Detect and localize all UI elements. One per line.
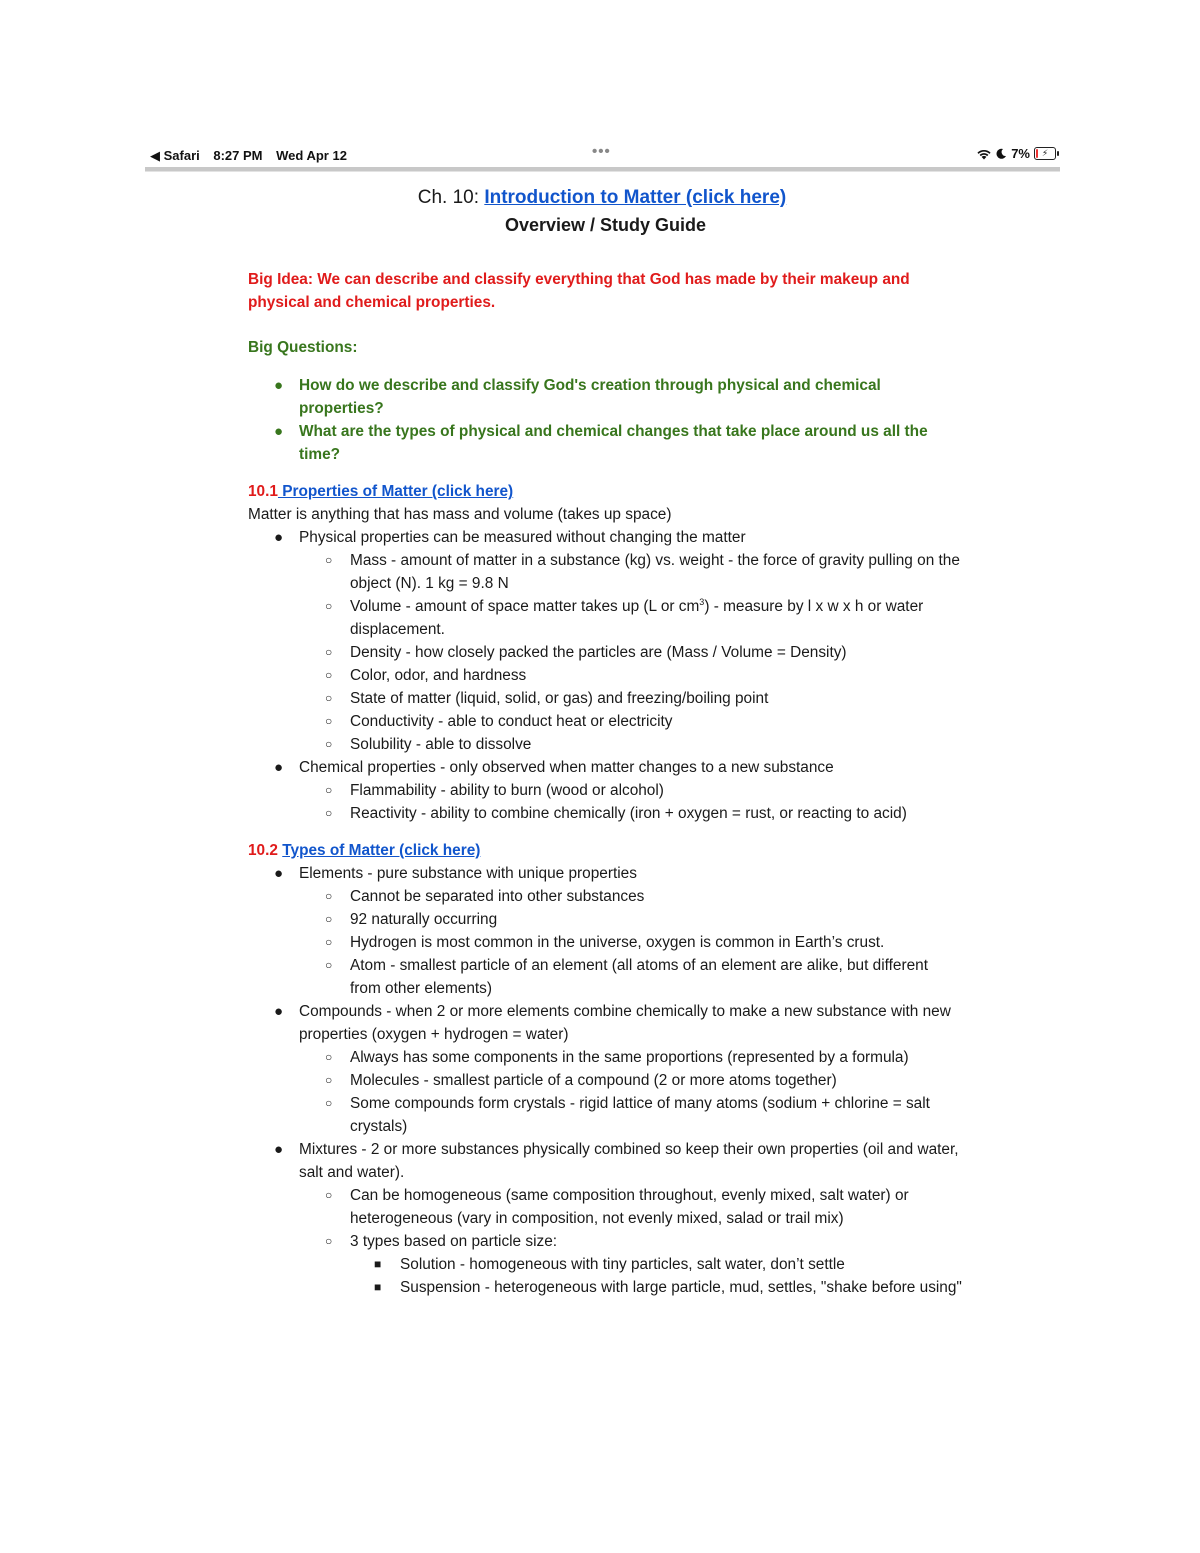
list-item: ○ Density - how closely packed the particles are (Mass / Volume = Density): [248, 641, 963, 664]
list-item: ○ Color, odor, and hardness: [248, 664, 963, 687]
list-item: ■ Suspension - heterogeneous with large particle, mud, settles, "shake before using": [248, 1276, 963, 1299]
circle-bullet-icon: ○: [325, 783, 333, 797]
bullet-icon: ●: [274, 759, 284, 776]
circle-bullet-icon: ○: [325, 1188, 333, 1202]
circle-bullet-icon: ○: [325, 553, 333, 567]
list-item: ○ Atom - smallest particle of an element (all atoms of an element are alike, but different from other elements): [248, 954, 963, 1000]
circle-bullet-icon: ○: [325, 668, 333, 682]
circle-bullet-icon: ○: [325, 714, 333, 728]
multitasking-dots[interactable]: •••: [592, 143, 611, 160]
list-item: ○ 3 types based on particle size:: [248, 1230, 963, 1253]
list-item: ○ Can be homogeneous (same composition throughout, evenly mixed, salt water) or heterogeneous (vary in composition, not evenly mixed, salad or trail mix): [248, 1184, 963, 1230]
circle-bullet-icon: ○: [325, 935, 333, 949]
moon-focus-icon: [996, 148, 1007, 159]
types-of-matter-link[interactable]: Types of Matter (click here): [282, 842, 481, 859]
wifi-icon: [976, 148, 992, 160]
big-questions-heading: Big Questions:: [248, 339, 358, 356]
circle-bullet-icon: ○: [325, 737, 333, 751]
list-item: ○ Conductivity - able to conduct heat or electricity: [248, 710, 963, 733]
square-bullet-icon: ■: [374, 1257, 382, 1271]
circle-bullet-icon: ○: [325, 645, 333, 659]
toolbar-divider: [145, 167, 1060, 172]
status-time: 8:27 PM: [213, 148, 263, 163]
battery-percent: 7%: [1011, 146, 1030, 161]
bullet-icon: ●: [274, 1003, 284, 1020]
list-item: ● Chemical properties - only observed when matter changes to a new substance: [248, 756, 963, 779]
matter-definition: Matter is anything that has mass and volume (takes up space): [248, 506, 672, 523]
bullet-icon: ●: [274, 529, 284, 546]
circle-bullet-icon: ○: [325, 958, 333, 972]
back-to-safari-button[interactable]: ◀ Safari: [150, 148, 200, 163]
list-item: ○ Flammability - ability to burn (wood or alcohol): [248, 779, 963, 802]
list-item: ● Mixtures - 2 or more substances physically combined so keep their own properties (oil and water, salt and water).: [248, 1138, 963, 1184]
bullet-icon: ●: [274, 865, 284, 882]
list-item: ○ Some compounds form crystals - rigid lattice of many atoms (sodium + chlorine = salt crystals): [248, 1092, 963, 1138]
bullet-icon: ●: [274, 1141, 284, 1158]
list-item: ○ Always has some components in the same proportions (represented by a formula): [248, 1046, 963, 1069]
list-item: ○ Cannot be separated into other substances: [248, 885, 963, 908]
section-10-1-heading: [248, 480, 963, 503]
section-10-2-list: [248, 862, 963, 1299]
charging-bolt-icon: ⚡: [1041, 148, 1049, 158]
circle-bullet-icon: ○: [325, 691, 333, 705]
big-questions-list: [248, 374, 963, 466]
list-item: ○ Reactivity - ability to combine chemically (iron + oxygen = rust, or reacting to acid): [248, 802, 963, 825]
list-item: ● Elements - pure substance with unique properties: [248, 862, 963, 885]
list-item: ■ Solution - homogeneous with tiny particles, salt water, don’t settle: [248, 1253, 963, 1276]
list-item: ○ State of matter (liquid, solid, or gas) and freezing/boiling point: [248, 687, 963, 710]
circle-bullet-icon: ○: [325, 1050, 333, 1064]
study-guide-document: [248, 184, 963, 1299]
list-item: ○ Volume - amount of space matter takes up (L or $cm^3$) - measure by l x w x h or water displacement.: [325, 596, 924, 638]
bullet-icon: ●: [274, 377, 284, 394]
list-item: ○ Solubility - able to dissolve: [248, 733, 963, 756]
circle-bullet-icon: ○: [325, 1073, 333, 1087]
section-10-1-list: [248, 526, 963, 825]
page-title: [241, 184, 963, 212]
status-bar: [145, 141, 1060, 169]
section-number: 10.2: [248, 842, 278, 859]
intro-to-matter-link[interactable]: Introduction to Matter (click here): [484, 187, 787, 208]
status-date: Wed Apr 12: [276, 148, 347, 163]
list-item: ○ Mass - amount of matter in a substance (kg) vs. weight - the force of gravity pulling on the object (N). 1 kg = 9.8 N: [248, 549, 963, 595]
list-item: ○ Molecules - smallest particle of a compound (2 or more atoms together): [248, 1069, 963, 1092]
big-idea: Big Idea: We can describe and classify everything that God has made by their makeup and physical and chemical properties.: [248, 271, 910, 311]
circle-bullet-icon: ○: [325, 1096, 333, 1110]
properties-of-matter-link[interactable]: Properties of Matter (click here): [277, 483, 514, 500]
circle-bullet-icon: ○: [325, 599, 333, 613]
list-item: ○ 92 naturally occurring: [248, 908, 963, 931]
list-item: ● How do we describe and classify God's creation through physical and chemical properties?: [248, 374, 963, 420]
bullet-icon: ●: [274, 423, 284, 440]
circle-bullet-icon: ○: [325, 889, 333, 903]
square-bullet-icon: ■: [374, 1280, 382, 1294]
list-item: ● Physical properties can be measured without changing the matter: [248, 526, 963, 549]
status-left: [150, 148, 357, 164]
circle-bullet-icon: ○: [325, 912, 333, 926]
status-right: [976, 146, 1056, 161]
section-10-2-heading: [248, 839, 963, 862]
circle-bullet-icon: ○: [325, 806, 333, 820]
circle-bullet-icon: ○: [325, 1234, 333, 1248]
title-prefix: Ch. 10:: [417, 187, 485, 208]
list-item: ● Compounds - when 2 or more elements combine chemically to make a new substance with new properties (oxygen + hydrogen = water): [248, 1000, 963, 1046]
list-item: ● What are the types of physical and chemical changes that take place around us all the time?: [248, 420, 963, 466]
battery-icon: [1034, 147, 1056, 160]
page-subtitle: Overview / Study Guide: [504, 215, 707, 235]
section-number: 10.1: [248, 483, 278, 500]
list-item: ○ Hydrogen is most common in the universe, oxygen is common in Earth’s crust.: [248, 931, 963, 954]
